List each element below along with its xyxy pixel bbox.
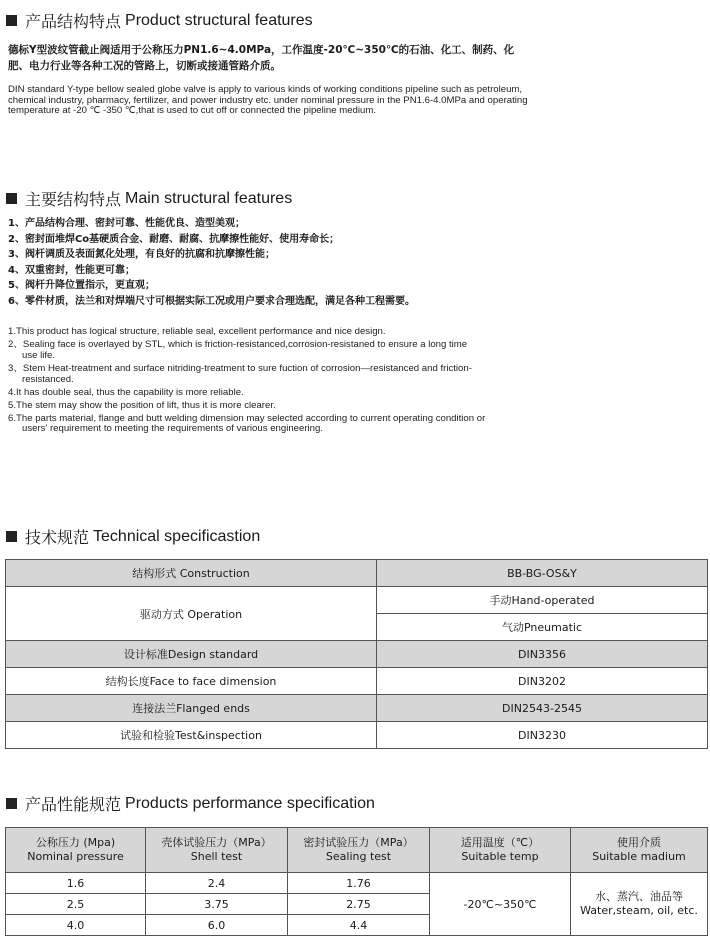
test-inspection-label: 试验和检验Test&inspection	[6, 722, 377, 749]
construction-value: BB-BG-OS&Y	[377, 560, 708, 587]
header-suitable-temp: 适用温度（℃） Suitable temp	[430, 828, 571, 873]
table-row	[6, 641, 708, 668]
list-item: 3、Stem Heat-treatment and surface nitriding-treatment to sure fuction of corrosion—resistanced and friction- resistanced.	[8, 362, 472, 385]
features-cn-list	[8, 216, 568, 310]
design-standard-label: 设计标准Design standard	[6, 641, 377, 668]
nominal-pressure-cell: 1.6	[6, 873, 146, 894]
list-item: 2、密封面堆焊Co基硬质合金、耐磨、耐腐、抗摩擦性能好、使用寿命长；	[8, 233, 340, 245]
square-bullet-icon	[6, 193, 17, 204]
operation-label: 驱动方式 Operation	[6, 587, 377, 641]
section-title-cn: 产品结构特点	[25, 12, 122, 31]
header-sealing-test: 密封试验压力（MPa） Sealing test	[288, 828, 430, 873]
section-title-en: Main structural features	[125, 189, 293, 207]
nominal-pressure-cell: 4.0	[6, 915, 146, 936]
flanged-ends-label: 连接法兰Flanged ends	[6, 695, 377, 722]
table-row	[6, 560, 708, 587]
sealing-test-cell: 4.4	[288, 915, 430, 936]
sealing-test-cell: 1.76	[288, 873, 430, 894]
section-main-structural-features	[6, 187, 292, 210]
section-title-en: Products performance specification	[125, 794, 375, 812]
sealing-test-cell: 2.75	[288, 894, 430, 915]
shell-test-cell: 3.75	[146, 894, 288, 915]
technical-spec-table	[5, 559, 708, 749]
square-bullet-icon	[6, 798, 17, 809]
table-header-row	[6, 828, 708, 873]
face-to-face-label: 结构长度Face to face dimension	[6, 668, 377, 695]
suitable-temp-cell: -20℃~350℃	[430, 873, 571, 936]
square-bullet-icon	[6, 15, 17, 26]
list-item: 6.The parts material, flange and butt welding dimension may selected according to current operating condition or users' requirement to meeting the requirements of various engineering.	[8, 412, 486, 435]
section-title-en: Technical specificastion	[93, 527, 261, 545]
header-shell-test: 壳体试验压力（MPa） Shell test	[146, 828, 288, 873]
list-item: 4.It has double seal, thus the capability is more reliable.	[8, 386, 244, 398]
list-item: 4、双重密封，性能更可靠；	[8, 264, 135, 276]
table-row	[6, 722, 708, 749]
intro-cn-text: 德标Y型波纹管截止阀适用于公称压力PN1.6~4.0MPa，工作温度-20℃~350℃的石油、化工、制药、化肥、电力行业等各种工况的管路上，切断或接通管路介质。	[8, 44, 515, 72]
operation-value-manual: 手动Hand-operated	[377, 587, 708, 614]
section-title-cn: 产品性能规范	[25, 795, 122, 814]
shell-test-cell: 6.0	[146, 915, 288, 936]
section-technical-specification	[6, 525, 260, 548]
list-item: 5.The stem may show the position of lift, thus it is more clearer.	[8, 399, 276, 411]
square-bullet-icon	[6, 531, 17, 542]
table-row	[6, 873, 708, 894]
section-title-en: Product structural features	[125, 11, 313, 29]
list-item: 6、零件材质，法兰和对焊端尺寸可根据实际工况或用户要求合理选配，满足各种工程需要。	[8, 295, 415, 307]
table-row	[6, 695, 708, 722]
list-item: 5、阀杆升降位置指示，更直观；	[8, 280, 155, 292]
table-row	[6, 587, 708, 614]
list-item: 3、阀杆调质及表面氮化处理，有良好的抗腐和抗摩擦性能；	[8, 249, 275, 261]
construction-label: 结构形式 Construction	[6, 560, 377, 587]
face-to-face-value: DIN3202	[377, 668, 708, 695]
shell-test-cell: 2.4	[146, 873, 288, 894]
list-item: 1、产品结构合理、密封可靠、性能优良、造型美观；	[8, 218, 245, 229]
section-performance-specification	[6, 792, 375, 815]
suitable-medium-cell: 水、蒸汽、油品等 Water,steam, oil, etc.	[571, 873, 708, 936]
intro-en-text: DIN standard Y-type bellow sealed globe valve is apply to various kinds of working conditions pipeline such as petroleum, chemical industry, pharmacy, fertilizer, and power industry etc. under nominal pressure in the PN1.6-4.0MPa and operating temperature at -20 ℃ -350 ℃,that is used to cut off or connected the pipeline medium.	[8, 84, 528, 116]
nominal-pressure-cell: 2.5	[6, 894, 146, 915]
section-product-structural-features	[6, 9, 313, 32]
features-en-list	[8, 327, 543, 437]
design-standard-value: DIN3356	[377, 641, 708, 668]
header-suitable-medium: 使用介质 Suitable madium	[571, 828, 708, 873]
flanged-ends-value: DIN2543-2545	[377, 695, 708, 722]
section-title-cn: 技术规范	[25, 528, 90, 547]
table-row	[6, 668, 708, 695]
list-item: 2、Sealing face is overlayed by STL, which is friction-resistanced,corrosion-resistaned to ensure a long time use life.	[8, 338, 468, 361]
performance-spec-table	[5, 827, 708, 936]
operation-value-pneumatic: 气动Pneumatic	[377, 614, 708, 641]
test-inspection-value: DIN3230	[377, 722, 708, 749]
list-item: 1.This product has logical structure, reliable seal, excellent performance and nice design.	[8, 326, 386, 337]
header-nominal-pressure: 公称压力 (Mpa) Nominal pressure	[6, 828, 146, 873]
section-title-cn: 主要结构特点	[25, 190, 122, 209]
